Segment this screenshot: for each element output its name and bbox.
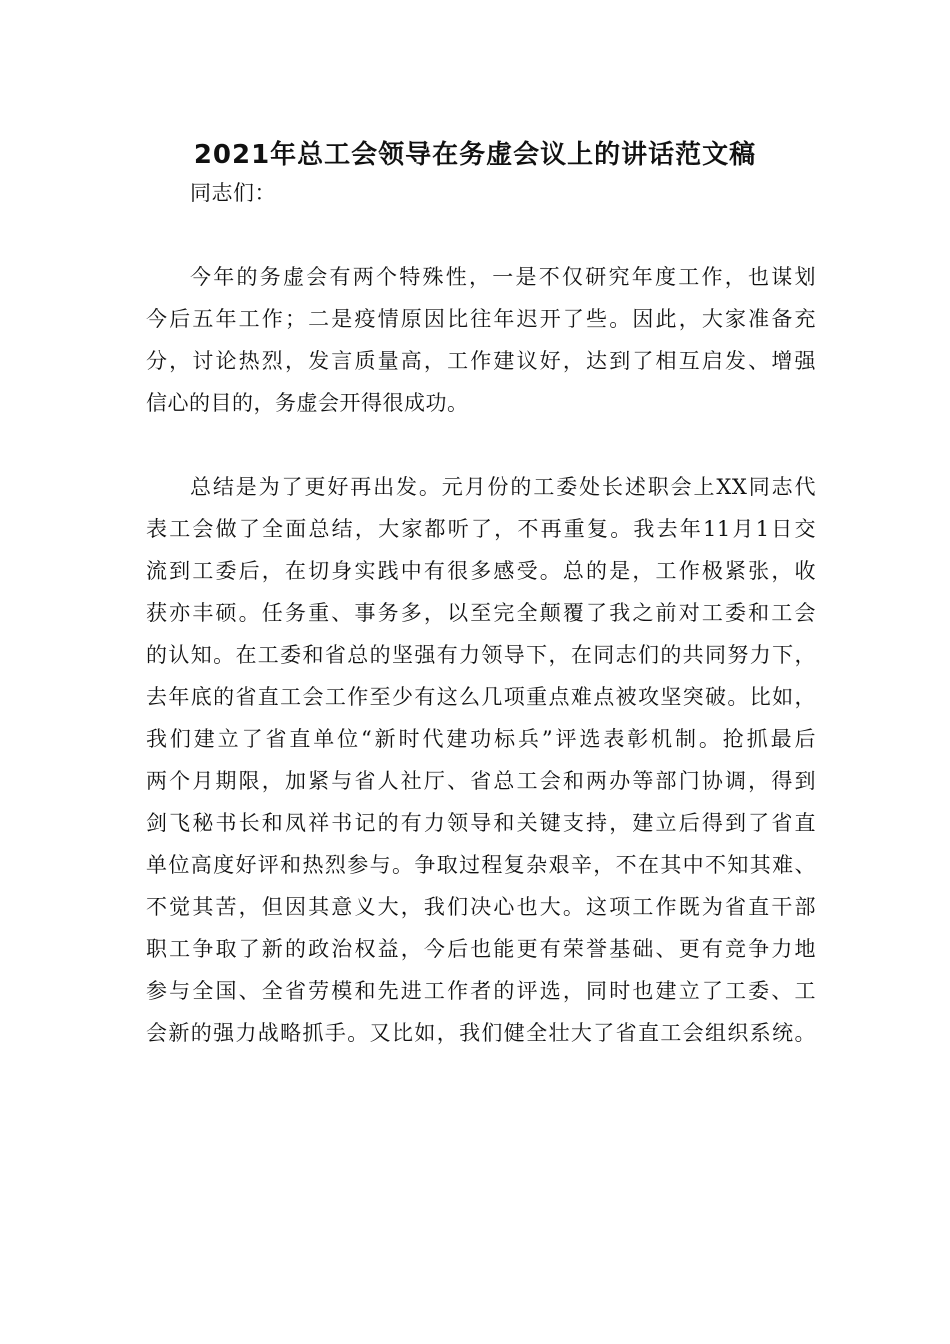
text-line: 今年的务虚会有两个特殊性，一是不仅研究年度工作，也谋划 bbox=[190, 265, 816, 289]
text-line: 剑飞秘书长和凤祥书记的有力领导和关键支持，建立后得到了省直 bbox=[146, 811, 816, 835]
text-line: 信心的目的，务虚会开得很成功。 bbox=[146, 391, 469, 415]
paragraph-2 bbox=[146, 466, 816, 1054]
text-line: 流到工委后，在切身实践中有很多感受。总的是，工作极紧张，收 bbox=[146, 559, 816, 583]
document-title: 2021年总工会领导在务虚会议上的讲话范文稿 bbox=[193, 140, 757, 170]
text-line: 去年底的省直工会工作至少有这么几项重点难点被攻坚突破。比如， bbox=[146, 685, 816, 709]
text-line: 会新的强力战略抓手。又比如，我们健全壮大了省直工会组织系统。 bbox=[146, 1021, 816, 1045]
text-line: 我们建立了省直单位“新时代建功标兵”评选表彰机制。抢抓最后 bbox=[146, 727, 816, 751]
salutation: 同志们： bbox=[190, 181, 276, 205]
text-line: 获亦丰硕。任务重、事务多，以至完全颠覆了我之前对工委和工会 bbox=[146, 601, 816, 625]
text-line: 总结是为了更好再出发。元月份的工委处长述职会上XX同志代 bbox=[190, 475, 816, 499]
text-line: 职工争取了新的政治权益，今后也能更有荣誉基础、更有竞争力地 bbox=[146, 937, 816, 961]
text-line: 两个月期限，加紧与省人社厅、省总工会和两办等部门协调，得到 bbox=[146, 769, 816, 793]
text-line: 不觉其苦，但因其意义大，我们决心也大。这项工作既为省直干部 bbox=[146, 895, 816, 919]
paragraph-1 bbox=[146, 256, 816, 424]
text-line: 表工会做了全面总结，大家都听了，不再重复。我去年11月1日交 bbox=[146, 517, 816, 541]
salutation-paragraph bbox=[146, 172, 816, 214]
text-line: 今后五年工作；二是疫情原因比往年迟开了些。因此，大家准备充 bbox=[146, 307, 816, 331]
text-line: 参与全国、全省劳模和先进工作者的评选，同时也建立了工委、工 bbox=[146, 979, 816, 1003]
text-line: 分，讨论热烈，发言质量高，工作建议好，达到了相互启发、增强 bbox=[146, 349, 816, 373]
text-line: 单位高度好评和热烈参与。争取过程复杂艰辛，不在其中不知其难、 bbox=[146, 853, 816, 877]
document-body bbox=[146, 172, 816, 1096]
text-line: 的认知。在工委和省总的坚强有力领导下，在同志们的共同努力下， bbox=[146, 643, 816, 667]
